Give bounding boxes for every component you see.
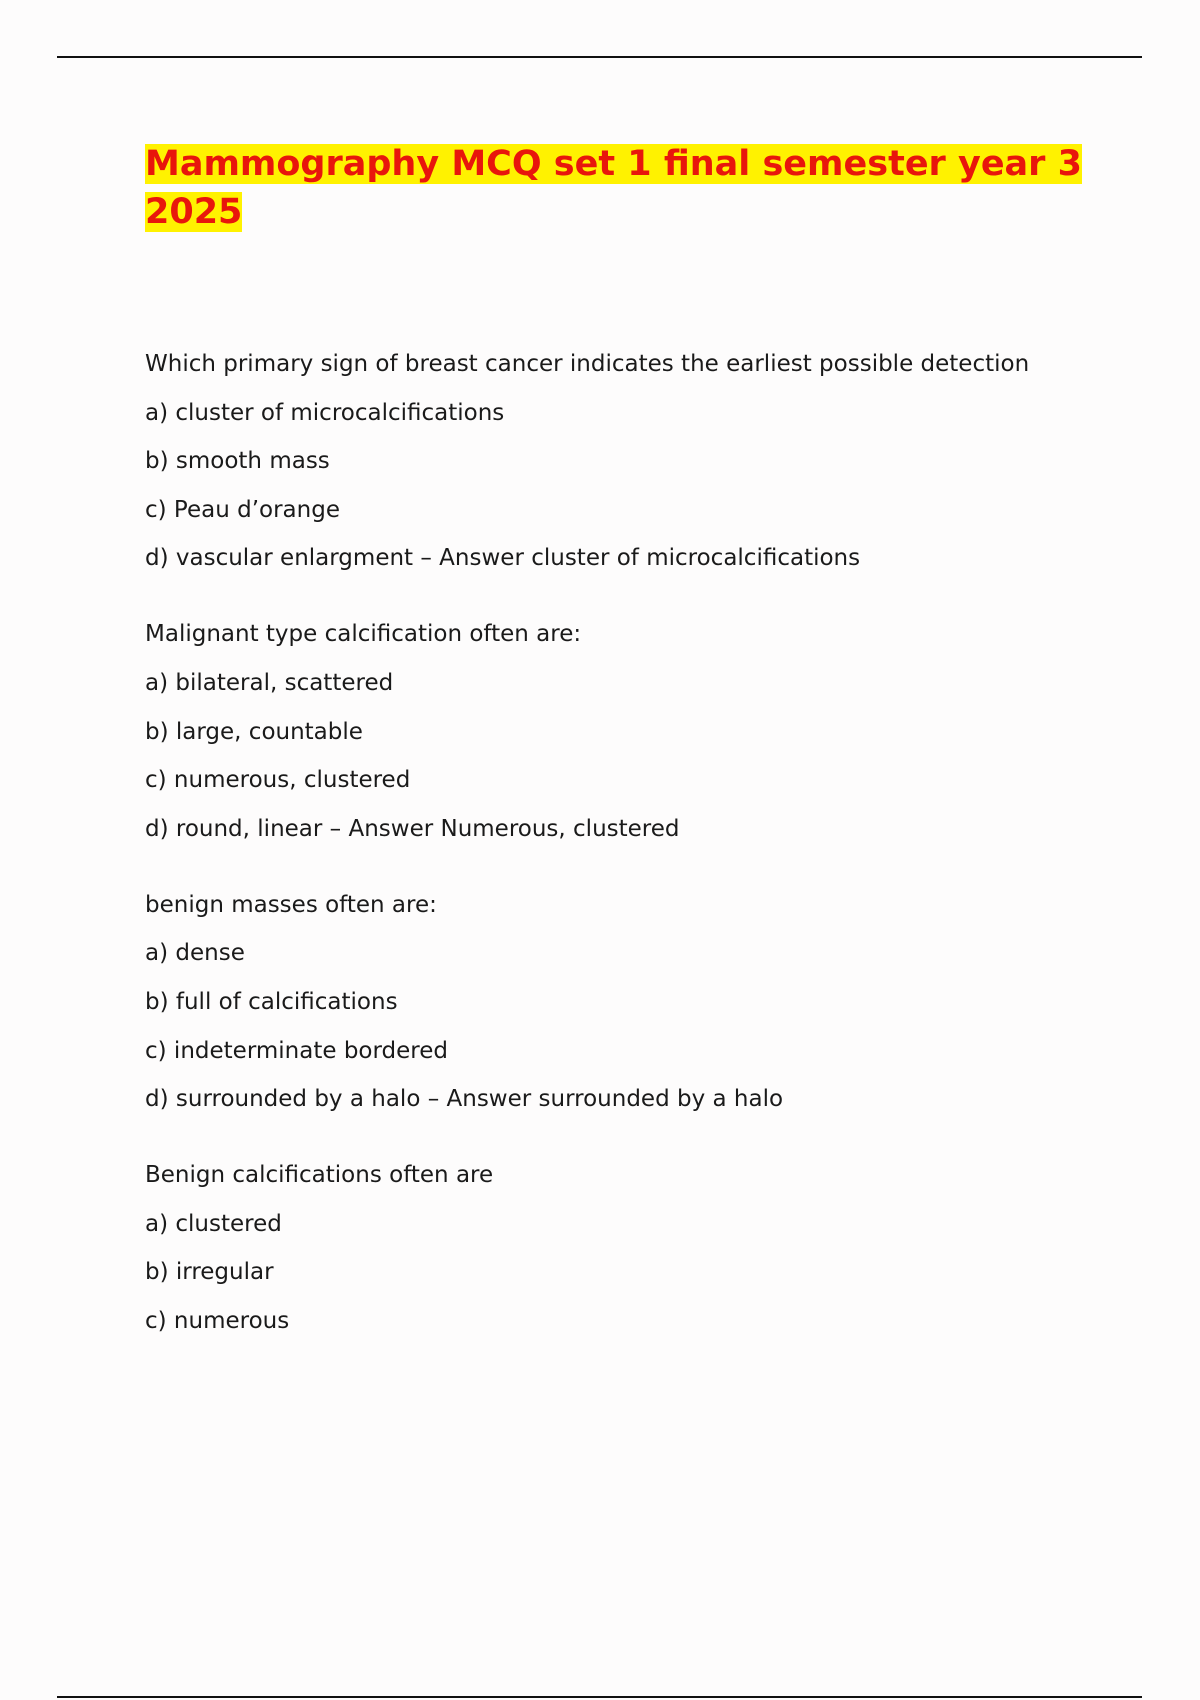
question-stem: Benign calcifications often are [145,1162,494,1189]
answer-option: a) bilateral, scattered [145,669,394,696]
question-stem: benign masses often are: [145,891,437,918]
answer-option: c) numerous [145,1307,290,1334]
document-title-highlight: Mammography MCQ set 1 final semester year 3 2025 [145,144,1082,232]
answer-option: a) dense [145,940,245,967]
question [145,350,1145,572]
footer-rule [57,1696,1142,1698]
answer-option: b) smooth mass [145,448,330,475]
answer-option: d) round, linear – Answer Numerous, clustered [145,815,680,842]
answer-option: a) cluster of microcalcifications [145,399,505,426]
answer-option: d) vascular enlargment – Answer cluster of microcalcifications [145,545,861,572]
question [145,620,1145,842]
answer-option: b) irregular [145,1259,274,1286]
answer-option: c) Peau d’orange [145,496,340,523]
answer-option: c) indeterminate bordered [145,1037,448,1064]
answer-option: c) numerous, clustered [145,767,411,794]
question-stem: Which primary sign of breast cancer indicates the earliest possible detection [145,351,1030,377]
answer-option: a) clustered [145,1210,282,1237]
question [145,1161,1145,1335]
question [145,891,1145,1113]
document-title [145,140,1085,236]
answer-option: b) full of calcifications [145,988,398,1015]
question-stem: Malignant type calcification often are: [145,621,582,648]
question-list [145,350,1145,1383]
header-rule [57,56,1142,58]
answer-option: b) large, countable [145,718,363,745]
answer-option: d) surrounded by a halo – Answer surrounded by a halo [145,1086,784,1113]
